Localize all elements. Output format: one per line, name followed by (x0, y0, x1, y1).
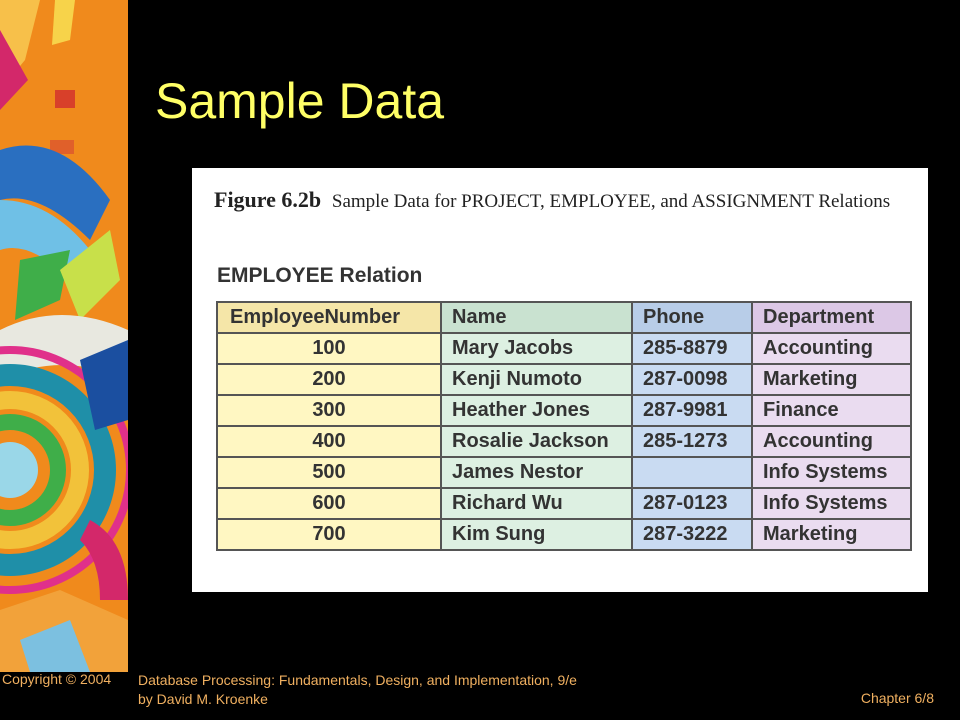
figure-panel (192, 168, 928, 592)
cell-department: Marketing (752, 364, 911, 395)
column-header-department: Department (752, 302, 911, 333)
book-citation-footer (138, 671, 577, 709)
cell-name: James Nestor (441, 457, 632, 488)
cell-name: Kim Sung (441, 519, 632, 550)
cell-phone: 285-8879 (632, 333, 752, 364)
cell-employee-number: 600 (217, 488, 441, 519)
column-header-employee-number: EmployeeNumber (217, 302, 441, 333)
cell-phone: 287-0123 (632, 488, 752, 519)
cell-department: Marketing (752, 519, 911, 550)
cell-employee-number: 400 (217, 426, 441, 457)
cell-department: Accounting (752, 426, 911, 457)
abstract-painting-graphic (0, 0, 128, 672)
relation-title: EMPLOYEE Relation (217, 264, 423, 287)
table-row (217, 333, 911, 364)
column-header-name: Name (441, 302, 632, 333)
figure-caption-text: Sample Data for PROJECT, EMPLOYEE, and ASSIGNMENT Relations (331, 191, 891, 212)
employee-table (216, 301, 912, 551)
cell-phone: 287-9981 (632, 395, 752, 426)
cell-name: Rosalie Jackson (441, 426, 632, 457)
cell-phone: 287-3222 (632, 519, 752, 550)
table-row (217, 519, 911, 550)
cell-department: Info Systems (752, 488, 911, 519)
figure-label: Figure 6.2b (214, 187, 322, 212)
book-title-line: Database Processing: Fundamentals, Design, and Implementation, 9/e (138, 672, 577, 688)
decorative-side-artwork (0, 0, 128, 672)
cell-name: Mary Jacobs (441, 333, 632, 364)
cell-name: Richard Wu (441, 488, 632, 519)
cell-department: Accounting (752, 333, 911, 364)
cell-phone (632, 457, 752, 488)
cell-employee-number: 500 (217, 457, 441, 488)
table-row (217, 426, 911, 457)
cell-employee-number: 100 (217, 333, 441, 364)
cell-department: Finance (752, 395, 911, 426)
table-row (217, 488, 911, 519)
table-row (217, 395, 911, 426)
column-header-phone: Phone (632, 302, 752, 333)
copyright-footer: Copyright © 2004 (2, 671, 112, 687)
cell-employee-number: 300 (217, 395, 441, 426)
slide-title: Sample Data (155, 73, 445, 129)
cell-name: Kenji Numoto (441, 364, 632, 395)
book-author-line: by David M. Kroenke (138, 691, 268, 707)
chapter-page-footer: Chapter 6/8 (860, 690, 934, 706)
table-row (217, 457, 911, 488)
cell-employee-number: 200 (217, 364, 441, 395)
cell-phone: 285-1273 (632, 426, 752, 457)
table-header-row (217, 302, 911, 333)
cell-department: Info Systems (752, 457, 911, 488)
cell-phone: 287-0098 (632, 364, 752, 395)
cell-employee-number: 700 (217, 519, 441, 550)
table-row (217, 364, 911, 395)
cell-name: Heather Jones (441, 395, 632, 426)
figure-caption (214, 188, 904, 214)
